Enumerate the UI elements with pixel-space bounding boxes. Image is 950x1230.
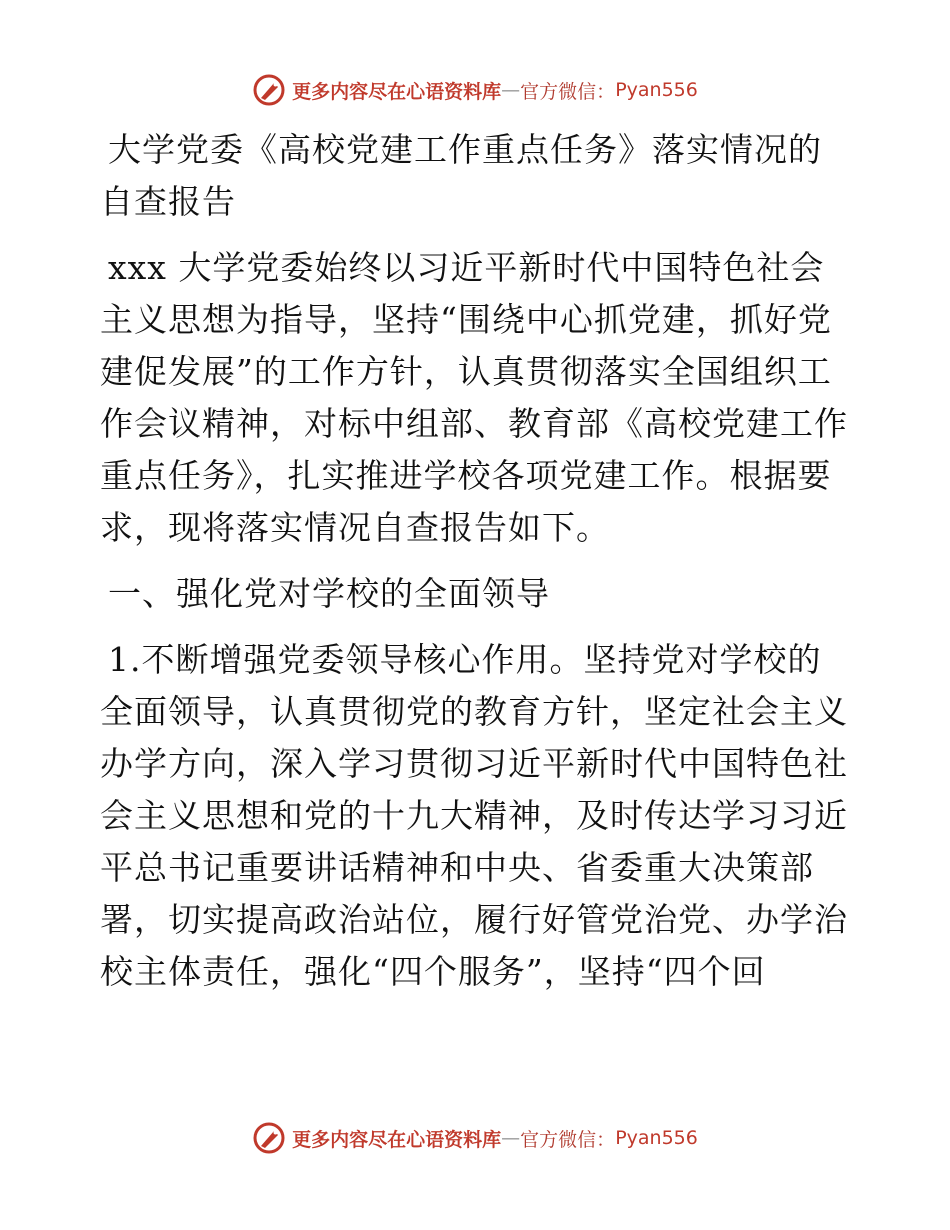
watermark-footer: [0, 1118, 950, 1158]
intro-paragraph: xxx 大学党委始终以习近平新时代中国特色社会主义思想为指导，坚持“围绕中心抓党建，抓好党建促发展”的工作方针，认真贯彻落实全国组织工作会议精神，对标中组部、教育部《高校党建工作重点任务》，扎实推进学校各项党建工作。根据要求，现将落实情况自查报告如下。: [100, 248, 848, 547]
section-heading: 一、强化党对学校的全面领导: [108, 574, 550, 613]
watermark-separator: —: [501, 79, 521, 101]
document-body: [100, 124, 850, 998]
watermark-wechat-id: Pyan556: [615, 1127, 698, 1149]
watermark-wechat-id: Pyan556: [615, 79, 698, 101]
watermark-header: [0, 70, 950, 110]
watermark-official-label: 官方微信：: [520, 1128, 616, 1151]
document-title: 大学党委《高校党建工作重点任务》落实情况的自查报告: [100, 130, 822, 221]
fountain-pen-seal-icon: [252, 73, 286, 107]
item-paragraph: 1.不断增强党委领导核心作用。坚持党对学校的全面领导，认真贯彻党的教育方针，坚定社会主义办学方向，深入学习贯彻习近平新时代中国特色社会主义思想和党的十九大精神，及时传达学习习近平总书记重要讲话精神和中央、省委重大决策部署，切实提高政治站位，履行好管党治党、办学治校主体责任，强化“四个服务”，坚持“四个回: [100, 640, 848, 991]
fountain-pen-seal-icon: [252, 1121, 286, 1155]
watermark-separator: —: [501, 1127, 521, 1149]
watermark-promo-text: 更多内容尽在心语资料库: [292, 1128, 502, 1151]
watermark-official-label: 官方微信：: [520, 80, 616, 103]
watermark-promo-text: 更多内容尽在心语资料库: [292, 80, 502, 103]
